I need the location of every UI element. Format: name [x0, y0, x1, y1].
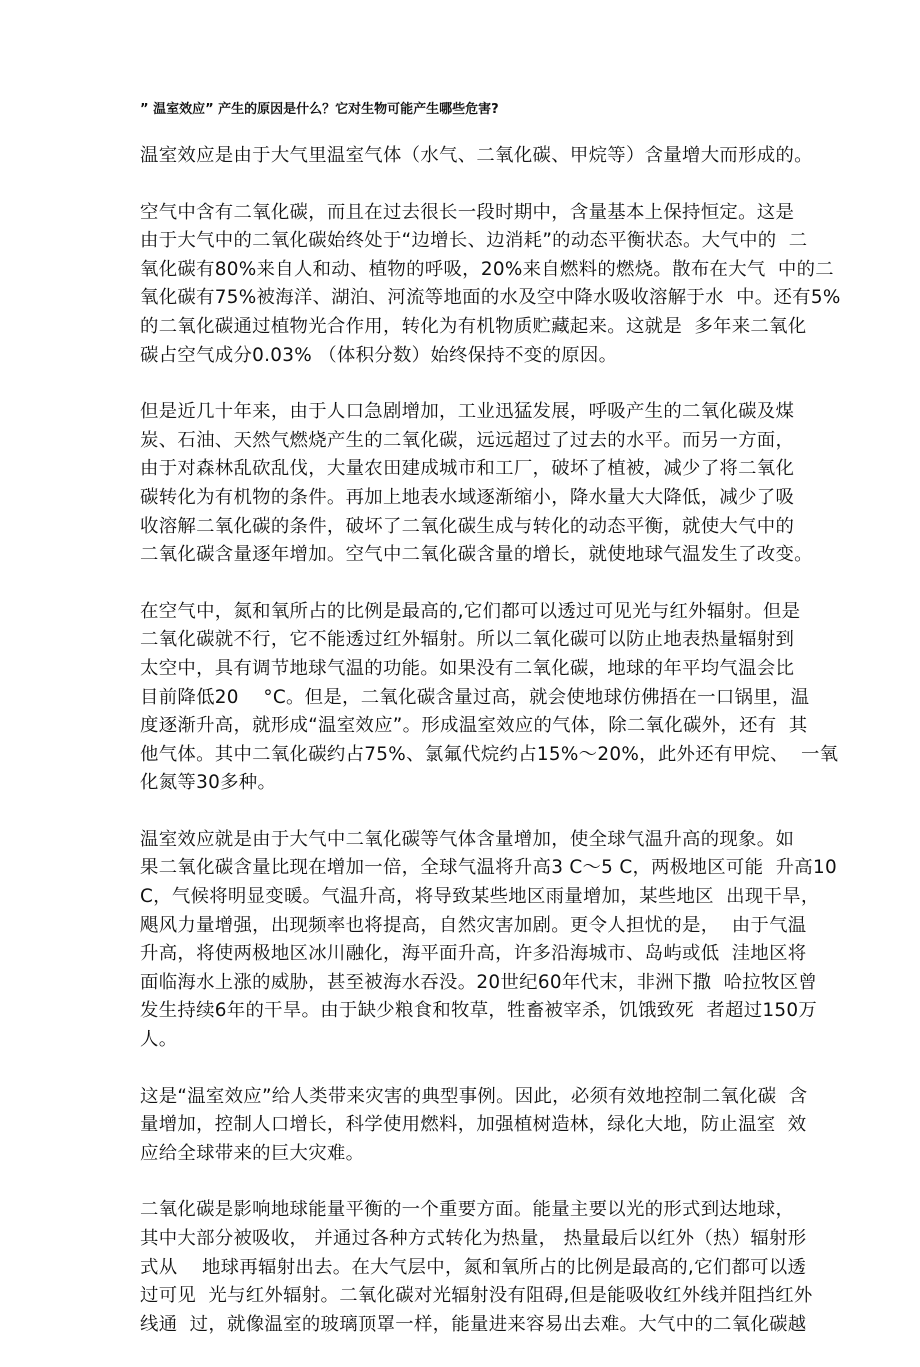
- paragraph: [140, 826, 840, 1055]
- paragraph-line: 温室效应是由于大气里温室气体（水气、二氧化碳、甲烷等）含量增大而形成的。: [140, 145, 813, 166]
- paragraph-line: 温室效应就是由于大气中二氧化碳等气体含量增加，使全球气温升高的现象。如: [140, 828, 795, 850]
- paragraph: [140, 199, 840, 371]
- paragraph-line: 目前降低20 °C。但是，二氧化碳含量过高，就会使地球仿佛捂在一口锅里，温: [140, 686, 810, 708]
- paragraph-line: 但是近几十年来，由于人口急剧增加，工业迅猛发展，呼吸产生的二氧化碳及煤: [140, 401, 795, 423]
- paragraph-line: 碳占空气成分0.03% （体积分数）始终保持不变的原因。: [140, 344, 618, 366]
- paragraph: [140, 598, 840, 798]
- paragraph-line: 面临海水上涨的威胁，甚至被海水吞没。20世纪60年代末，非洲下撒 哈拉牧区曾: [140, 971, 818, 993]
- paragraph: [140, 1196, 840, 1339]
- paragraph-line: 化氮等30多种。: [140, 772, 277, 794]
- paragraph-line: 的二氧化碳通过植物光合作用，转化为有机物质贮藏起来。这就是 多年来二氧化: [140, 315, 807, 337]
- paragraph-line: 炭、石油、天然气燃烧产生的二氧化碳，远远超过了过去的水平。而另一方面，: [140, 429, 795, 451]
- paragraph-line: 在空气中，氮和氧所占的比例是最高的,它们都可以透过可见光与红外辐射。但是: [140, 600, 801, 622]
- paragraph-line: 度逐渐升高，就形成“温室效应”。形成温室效应的气体，除二氧化碳外，还有 其: [140, 715, 808, 737]
- paragraph-line: 量增加，控制人口增长，科学使用燃料，加强植树造林，绿化大地，防止温室 效: [140, 1114, 807, 1136]
- paragraph-line: 太空中，具有调节地球气温的功能。如果没有二氧化碳，地球的年平均气温会比: [140, 657, 795, 679]
- paragraph-line: 氧化碳有80%来自人和动、植物的呼吸，20%来自燃料的燃烧。散布在大气 中的二: [140, 258, 834, 280]
- paragraph-line: 空气中含有二氧化碳，而且在过去很长一段时期中，含量基本上保持恒定。这是: [140, 201, 795, 223]
- paragraph-line: 由于对森林乱砍乱伐，大量农田建成城市和工厂，破坏了植被，减少了将二氧化: [140, 458, 795, 480]
- paragraph-line: 应给全球带来的巨大灾难。: [140, 1142, 365, 1164]
- paragraph-line: 其中大部分被吸收， 并通过各种方式转化为热量， 热量最后以红外（热）辐射形: [140, 1228, 807, 1249]
- paragraph-line: 二氧化碳就不行，它不能透过红外辐射。所以二氧化碳可以防止地表热量辐射到: [140, 629, 795, 651]
- paragraph-line: 人。: [140, 1029, 178, 1051]
- paragraph-line: 由于大气中的二氧化碳始终处于“边增长、边消耗”的动态平衡状态。大气中的 二: [140, 230, 808, 252]
- paragraph-line: 发生持续6年的干旱。由于缺少粮食和牧草，牲畜被宰杀，饥饿致死 者超过150万: [140, 1000, 818, 1022]
- paragraph-line: 升高，将使两极地区冰川融化，海平面升高，许多沿海城市、岛屿或低 洼地区将: [140, 943, 807, 965]
- paragraph: [140, 398, 840, 570]
- paragraph-line: 飓风力量增强，出现频率也将提高，自然灾害加剧。更令人担忧的是， 由于气温: [140, 914, 807, 936]
- paragraph-line: 二氧化碳含量逐年增加。空气中二氧化碳含量的增长，就使地球气温发生了改变。: [140, 544, 813, 566]
- document-title: ” 温室效应” 产生的原因是什么？它对生物可能产生哪些危害?: [140, 102, 499, 117]
- paragraph-line: 氧化碳有75%被海洋、湖泊、河流等地面的水及空中降水吸收溶解于水 中。还有5%: [140, 287, 841, 309]
- paragraph-line: 他气体。其中二氧化碳约占75%、氯氟代烷约占15%〜20%，此外还有甲烷、 一氧: [140, 743, 839, 765]
- paragraph-line: 式从 地球再辐射出去。在大气层中，氮和氧所占的比例是最高的,它们都可以透: [140, 1256, 807, 1278]
- document-body: [140, 142, 840, 1339]
- paragraph-line: 线通 过，就像温室的玻璃顶罩一样，能量进来容易出去难。大气中的二氧化碳越: [140, 1313, 807, 1335]
- paragraph-line: 这是“温室效应”给人类带来灾害的典型事例。因此，必须有效地控制二氧化碳 含: [140, 1085, 808, 1107]
- paragraph-line: 碳转化为有机物的条件。再加上地表水域逐渐缩小，降水量大大降低，减少了吸: [140, 486, 795, 508]
- paragraph-line: 收溶解二氧化碳的条件，破坏了二氧化碳生成与转化的动态平衡，就使大气中的: [140, 515, 795, 537]
- paragraph: [140, 1083, 840, 1169]
- paragraph-line: C，气候将明显变暖。气温升高，将导致某些地区雨量增加，某些地区 出现干旱，: [140, 886, 820, 908]
- paragraph-line: 过可见 光与红外辐射。二氧化碳对光辐射没有阻碍,但是能吸收红外线并阻挡红外: [140, 1285, 813, 1307]
- paragraph: [140, 142, 840, 171]
- paragraph-line: 二氧化碳是影响地球能量平衡的一个重要方面。能量主要以光的形式到达地球，: [140, 1199, 795, 1221]
- paragraph-line: 果二氧化碳含量比现在增加一倍，全球气温将升高3 C〜5 C，两极地区可能 升高10: [140, 857, 837, 879]
- document-page: [140, 100, 840, 1367]
